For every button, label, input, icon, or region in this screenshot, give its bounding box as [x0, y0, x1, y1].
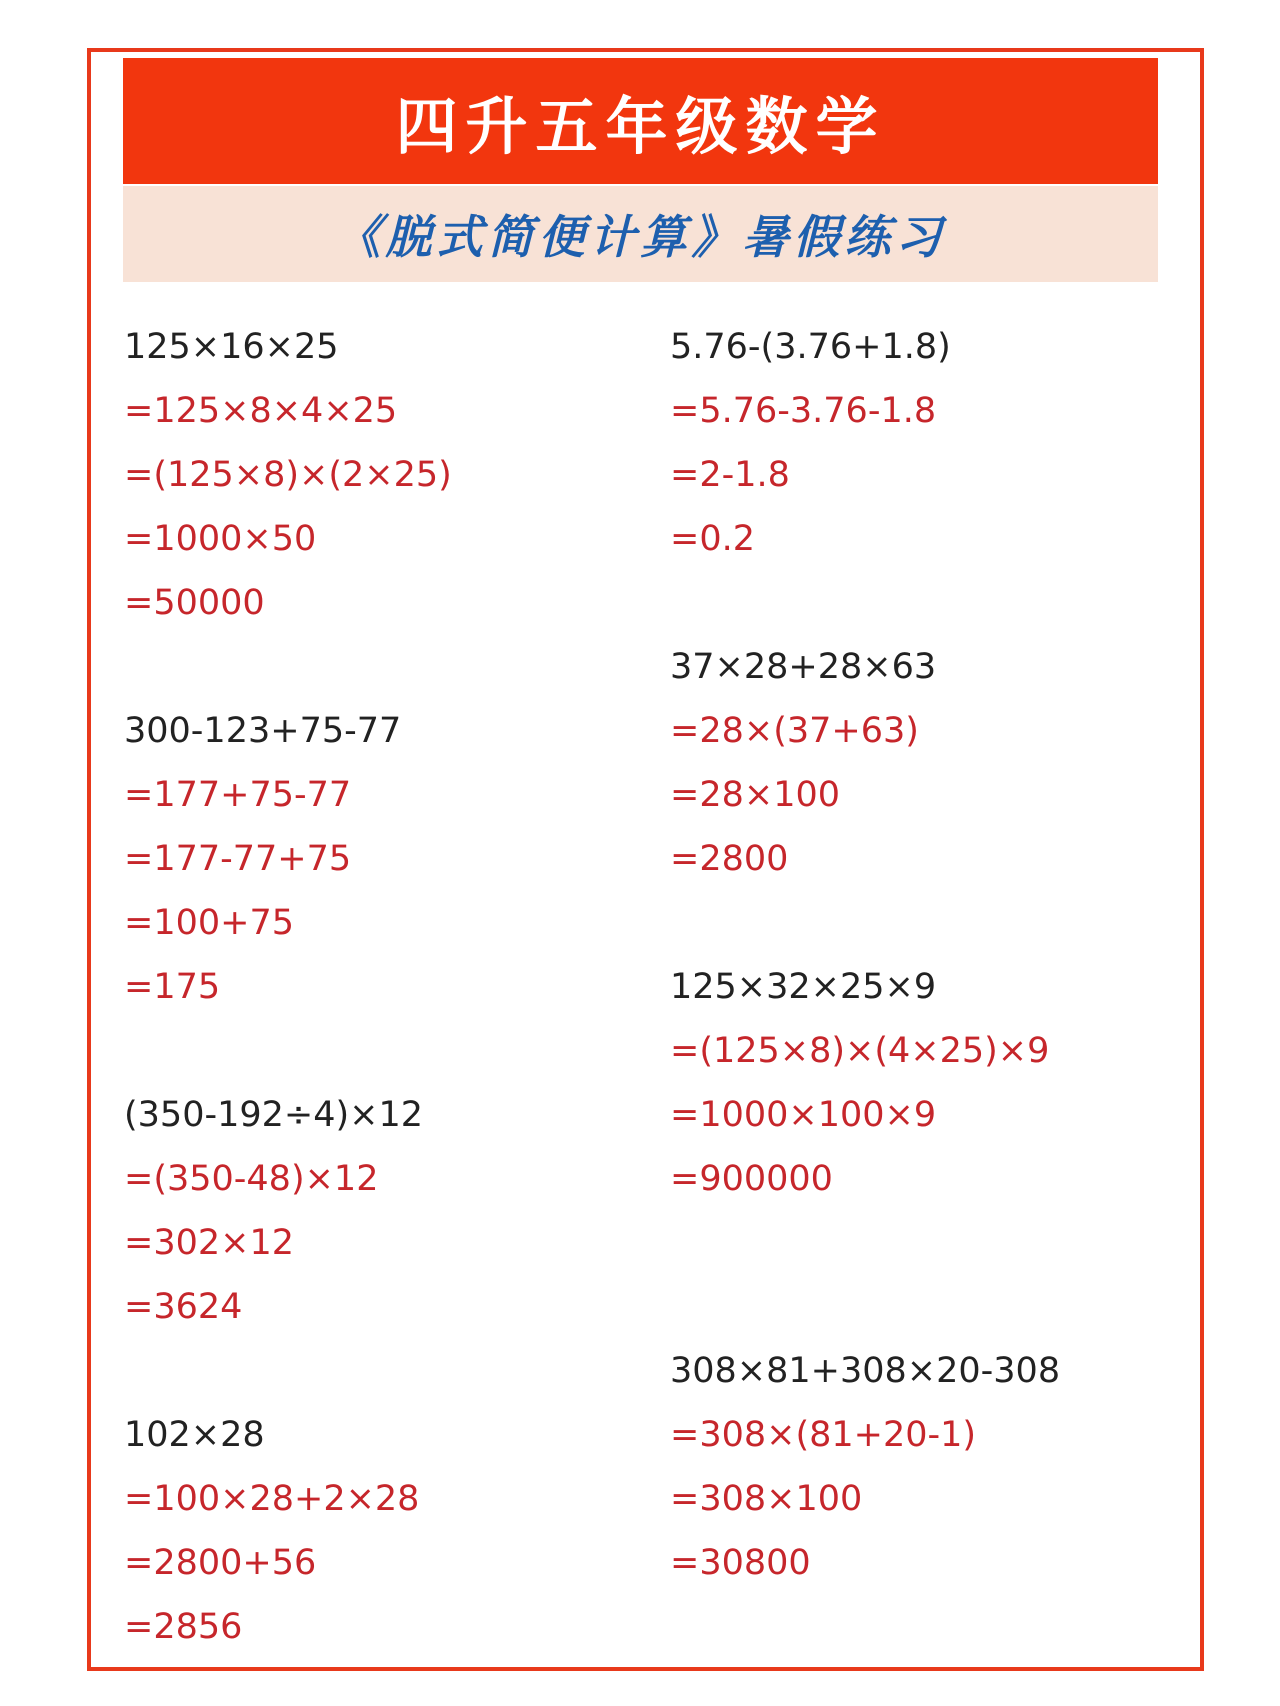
solution-step: =177+75-77: [124, 775, 352, 815]
solution-step: =(125×8)×(4×25)×9: [670, 1031, 1050, 1071]
solution-step: =900000: [670, 1159, 833, 1199]
solution-step: =308×(81+20-1): [670, 1415, 977, 1455]
solution-step: =28×(37+63): [670, 711, 919, 751]
solution-step: =50000: [124, 583, 265, 623]
subtitle-banner: [123, 186, 1158, 282]
solution-step: =28×100: [670, 775, 840, 815]
solution-step: =5.76-3.76-1.8: [670, 391, 937, 431]
solution-step: =2800: [670, 839, 789, 879]
spacer: [670, 1211, 1060, 1275]
page-subtitle: 《脱式简便计算》暑假练习: [334, 210, 947, 264]
spacer: [670, 571, 1060, 635]
solution-step: =2856: [124, 1607, 243, 1647]
problem-expression: (350-192÷4)×12: [124, 1095, 424, 1135]
solution-step: =(350-48)×12: [124, 1159, 379, 1199]
right-column: [670, 315, 1060, 1595]
spacer: [124, 635, 452, 699]
problem-expression: 5.76-(3.76+1.8): [670, 327, 951, 367]
spacer: [124, 1339, 452, 1403]
problem-expression: 308×81+308×20-308: [670, 1351, 1061, 1391]
solution-step: =2800+56: [124, 1543, 317, 1583]
spacer: [670, 1275, 1060, 1339]
solution-step: =100×28+2×28: [124, 1479, 420, 1519]
left-column: [124, 315, 452, 1659]
solution-step: =302×12: [124, 1223, 294, 1263]
title-banner: [123, 58, 1158, 184]
spacer: [670, 891, 1060, 955]
solution-step: =0.2: [670, 519, 755, 559]
problem-expression: 125×32×25×9: [670, 967, 937, 1007]
problem-expression: 102×28: [124, 1415, 265, 1455]
solution-step: =1000×50: [124, 519, 317, 559]
problem-expression: 37×28+28×63: [670, 647, 937, 687]
solution-step: =177-77+75: [124, 839, 352, 879]
solution-step: =2-1.8: [670, 455, 790, 495]
problem-expression: 300-123+75-77: [124, 711, 402, 751]
solution-step: =125×8×4×25: [124, 391, 398, 431]
solution-step: =100+75: [124, 903, 294, 943]
solution-step: =1000×100×9: [670, 1095, 937, 1135]
solution-step: =308×100: [670, 1479, 863, 1519]
page-title: 四升五年级数学: [395, 89, 886, 163]
problem-expression: 125×16×25: [124, 327, 339, 367]
solution-step: =30800: [670, 1543, 811, 1583]
solution-step: =175: [124, 967, 221, 1007]
solution-step: =(125×8)×(2×25): [124, 455, 452, 495]
spacer: [124, 1019, 452, 1083]
solution-step: =3624: [124, 1287, 243, 1327]
